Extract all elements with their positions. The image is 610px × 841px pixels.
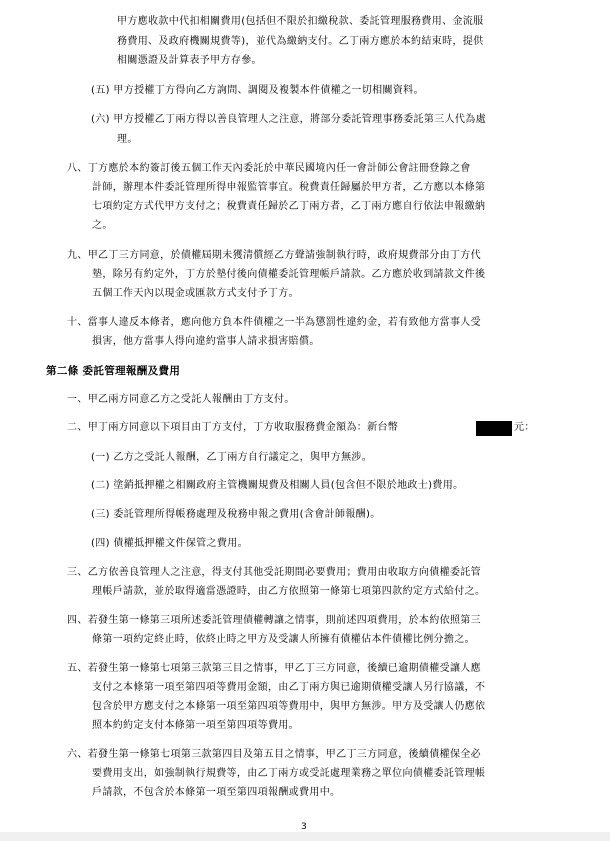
text-line: 六、若發生第一條第七項第三款第四目及第五目之情事，甲乙丁三方同意，後續債權保全必: [67, 749, 481, 760]
text-line: 三、乙方依善良管理人之注意，得支付其他受託期間必要費用；費用由收取方向債權委託管: [67, 567, 481, 578]
text-line: 五個工作天內以現金或匯款方式支付予丁方。: [92, 288, 299, 299]
text-line: 照本約約定支付本條第一項至第四項等費用。: [92, 720, 299, 731]
text-line: (二) 塗銷抵押權之相關政府主管機關規費及相關人員(包含但不限於地政士)費用。: [91, 480, 464, 491]
text-line: 二、甲丁兩方同意以下項目由丁方支付，丁方收取服務費金額為：新台幣: [67, 422, 399, 433]
text-line: 要費用支出，如強制執行規費等，由乙丁兩方或受託處理業務之單位向債權委託管理帳: [92, 768, 486, 779]
text-line: 十、當事人違反本條者，應向他方負本件債權之一半為懲罰性違約金，若有致他方當事人受: [67, 317, 481, 328]
text-line: 包含於甲方應支付之本條第一項至第四項等費用中，與甲方無涉。甲方及受讓人仍應依: [92, 701, 486, 712]
section-heading: 第二條 委託管理報酬及費用: [46, 365, 181, 377]
text-line: 相關憑證及計算表予甲方存參。: [117, 55, 262, 66]
text-line: 條第一項約定終止時，依終止時之甲方及受讓人所擁有債權佔本件債權比例分擔之。: [92, 634, 475, 645]
text-line: 七項約定方式代甲方支付之；稅費責任歸於乙丁兩方者，乙丁兩方應自行依法申報繳納: [92, 201, 486, 212]
text-line: (五) 甲方授權丁方得向乙方詢問、調閱及複製本件債權之一切相關資料。: [91, 85, 424, 96]
text-line: 支付之本條第一項至第四項等費用金額，由乙丁兩方與已逾期債權受讓人另行協議，不: [92, 682, 486, 693]
text-line: 甲方應收款中代扣相關費用(包括但不限於扣繳稅款、委託管理服務費用、金流服: [117, 16, 484, 27]
text-line: (三) 委託管理所得帳務處理及稅務申報之費用(含會計師報酬)。: [91, 509, 381, 520]
text-line: 一、甲乙兩方同意乙方之受託人報酬由丁方支付。: [67, 394, 295, 405]
text-line: (四) 債權抵押權文件保管之費用。: [91, 538, 248, 549]
text-line: 之。: [92, 220, 113, 231]
text-line: 墊，除另有約定外，丁方於墊付後向債權委託管理帳戶請款。乙方應於收到請款文件後: [92, 269, 486, 280]
text-line: 四、若發生第一條第三項所述委託管理債權轉讓之情事，則前述四項費用，於本約依照第三: [67, 615, 481, 626]
text-line: 務費用、及政府機關規費等)，並代為繳納支付。乙丁兩方應於本約結束時，提供: [117, 36, 484, 47]
text-line: 八、丁方應於本約簽訂後五個工作天內委託於中華民國境內任一會計師公會註冊登錄之會: [67, 163, 471, 174]
text-line: 理帳戶請款，並於取得適當憑證時，由乙方依照第一條第七項第四款約定方式給付之。: [92, 586, 486, 597]
text-line: 五、若發生第一條第七項第三款第三目之情事，甲乙丁三方同意，後續已逾期債權受讓人應: [67, 663, 481, 674]
redaction-box: [476, 421, 512, 436]
text-line: (一) 乙方之受託人報酬，乙丁兩方自行議定之，與甲方無涉。: [91, 452, 373, 463]
text-line: 戶請款，不包含於本條第一項至第四項報酬或費用中。: [92, 787, 341, 798]
text-line: 元：: [514, 422, 535, 433]
text-line: 九、甲乙丁三方同意，於債權屆期未獲清償經乙方聲請強制執行時，政府規費部分由丁方代: [67, 250, 481, 261]
page-number: 3: [301, 822, 307, 832]
text-line: 計師，辦理本件委託管理所得申報監管事宜。稅費責任歸屬於甲方者，乙方應以本條第: [92, 182, 486, 193]
text-line: 損害，他方當事人得向違約當事人請求損害賠償。: [92, 336, 320, 347]
text-line: (六) 甲方授權乙丁兩方得以善良管理人之注意，將部分委託管理事務委託第三人代為處: [91, 114, 486, 125]
text-line: 理。: [117, 134, 138, 145]
